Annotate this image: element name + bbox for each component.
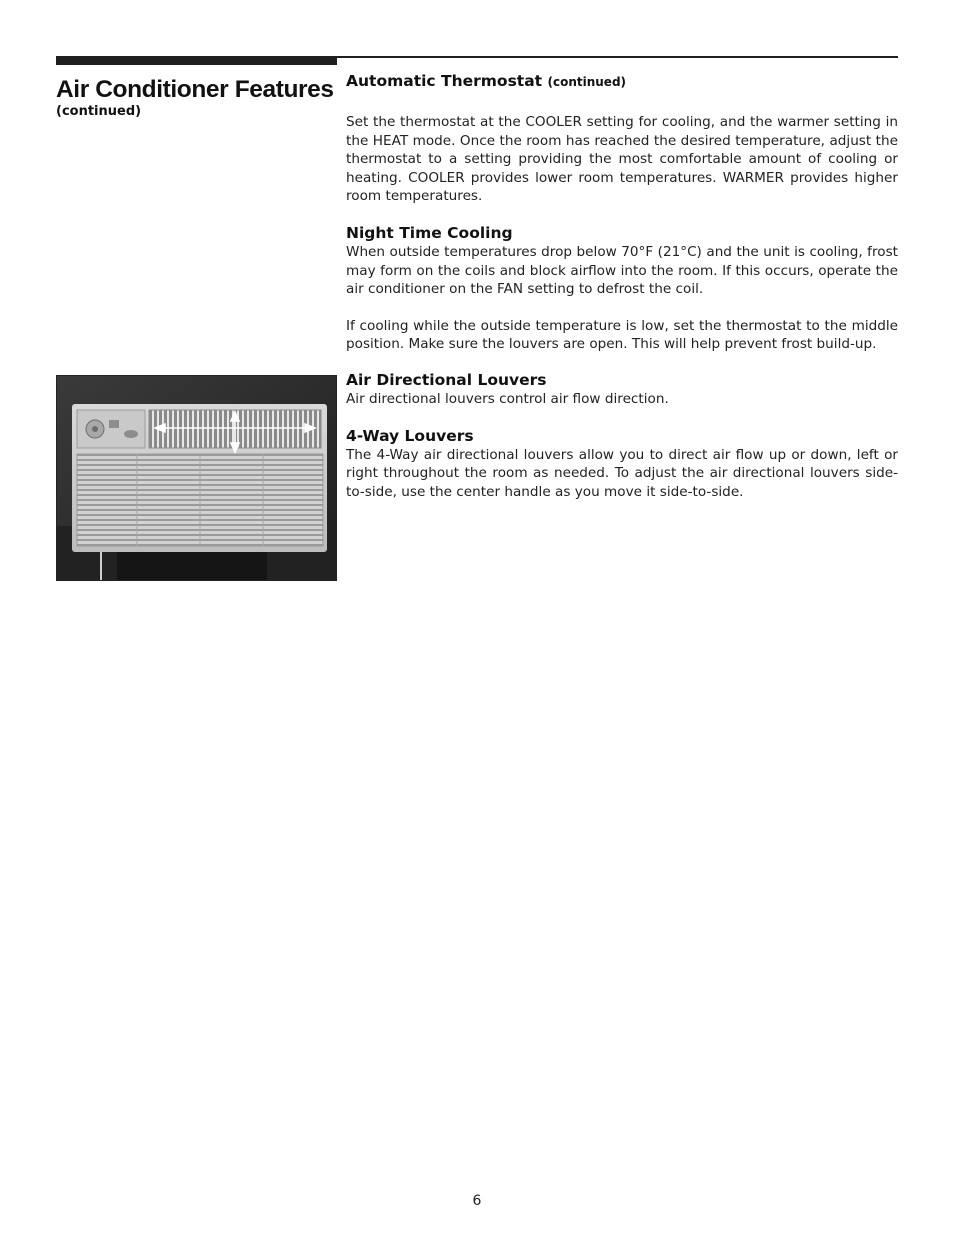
- page-subtitle: (continued): [56, 104, 142, 119]
- page-title: Air Conditioner Features: [56, 76, 334, 103]
- page-number: 6: [472, 1193, 482, 1209]
- paragraph: Set the thermostat at the COOLER setting for cooling, and the warmer setting in the HEAT mode. Once the room has reached the desired temperature, adjust the thermostat to a setting providing the most comfortable amount of cooling or heating. COOLER provides lower room temperatures. WARMER provides higher room temperatures.: [346, 114, 898, 205]
- section-heading: [346, 72, 898, 92]
- title-block: [56, 76, 341, 120]
- section-4-way-louvers: [346, 427, 898, 502]
- content-column: [346, 72, 898, 501]
- paragraph: Air directional louvers control air flow direction.: [346, 390, 669, 407]
- paragraph: If cooling while the outside temperature is low, set the thermostat to the middle position. Make sure the louvers are open. This will help prevent frost build-up.: [346, 317, 898, 353]
- paragraph: When outside temperatures drop below 70°F (21°C) and the unit is cooling, frost may form on the coils and block airflow into the room. If this occurs, operate the air conditioner on the FAN setting to defrost the coil.: [346, 243, 898, 298]
- section-heading: 4-Way Louvers: [346, 426, 474, 445]
- air-conditioner-illustration: [57, 376, 336, 580]
- paragraph: The 4-Way air directional louvers allow you to direct air flow up or down, left or right throughout the room as needed. To adjust the air directional louvers side-to-side, use the center handle as you move it side-to-side.: [346, 446, 898, 500]
- section-heading: Night Time Cooling: [346, 223, 513, 242]
- section-heading: Air Directional Louvers: [346, 370, 547, 389]
- heading-text: Automatic Thermostat: [346, 72, 543, 90]
- air-conditioner-photo: [56, 375, 337, 581]
- header-rule-thin: [337, 56, 898, 58]
- section-automatic-thermostat: [346, 72, 898, 206]
- heading-suffix: (continued): [547, 75, 627, 89]
- section-night-time-cooling: [346, 224, 898, 354]
- section-air-directional-louvers: [346, 371, 898, 409]
- header-rule-thick: [56, 56, 337, 65]
